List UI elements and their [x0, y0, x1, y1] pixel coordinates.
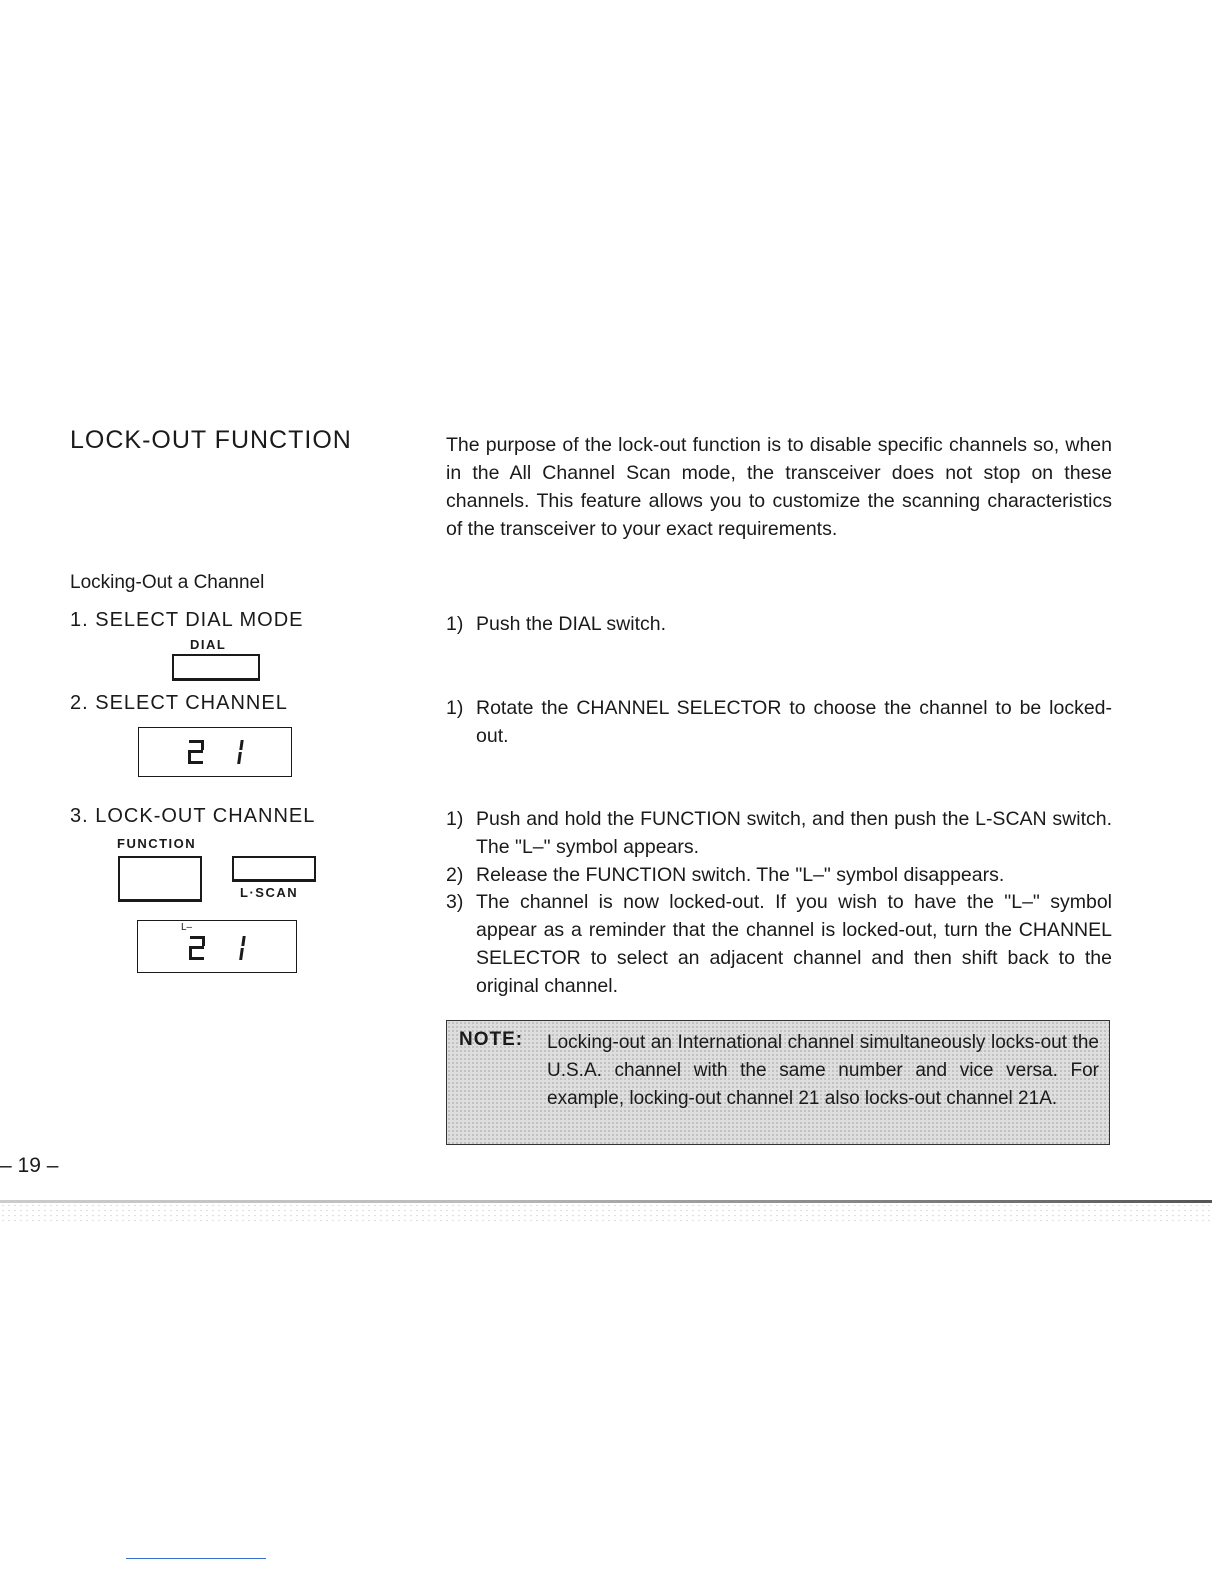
- lscan-button: [232, 856, 316, 882]
- instruction-number: 3): [446, 891, 464, 913]
- function-button: [118, 856, 202, 902]
- function-button-label: FUNCTION: [117, 836, 197, 851]
- page-title: LOCK-OUT FUNCTION: [70, 426, 352, 454]
- instruction-text: Release the FUNCTION switch. The "L–" symbol disappears.: [476, 864, 1005, 886]
- intro-paragraph: The purpose of the lock-out function is to disable specific channels so, when in the All Channel Scan mode, the transceiver does not stop on these channels. This feature allows you to customize the scanning characteristics of the transceiver to your exact requirements.: [446, 434, 1112, 540]
- step-2-instructions: [446, 694, 1112, 750]
- instruction-number: 1): [446, 808, 464, 830]
- section-heading: Locking-Out a Channel: [70, 572, 265, 593]
- note-text: Locking-out an International channel simultaneously locks-out the U.S.A. channel with the same number and vice versa. For example, locking-out channel 21 also locks-out channel 21A.: [547, 1032, 1099, 1109]
- dial-button-label: DIAL: [190, 637, 227, 652]
- note-label: NOTE:: [459, 1029, 524, 1050]
- step-3-instruction-1: [446, 805, 1112, 861]
- step-1-label: 1. SELECT DIAL MODE: [70, 609, 304, 631]
- page-number: – 19 –: [0, 1154, 59, 1177]
- dial-button: [172, 654, 260, 681]
- channel-display: [138, 727, 292, 777]
- lockout-indicator: L–: [181, 922, 193, 933]
- lscan-button-label: L·SCAN: [240, 885, 299, 900]
- step-3-instruction-3: [446, 888, 1112, 1000]
- instruction-text: Push and hold the FUNCTION switch, and then push the L-SCAN switch. The "L–" symbol appears.: [476, 808, 1112, 858]
- instruction-text: Rotate the CHANNEL SELECTOR to choose the channel to be locked-out.: [476, 697, 1112, 747]
- step-3-instruction-2: [446, 861, 1112, 889]
- instruction-text: The channel is now locked-out. If you wish to have the "L–" symbol appear as a reminder that the channel is locked-out, turn the CHANNEL SELECTOR to select an adjacent channel and then shift back to the original channel.: [476, 891, 1112, 997]
- instruction-number: 1): [446, 697, 464, 719]
- instruction-number: 2): [446, 864, 464, 886]
- step-1-instructions: [446, 610, 1112, 638]
- step-3-label: 3. LOCK-OUT CHANNEL: [70, 805, 316, 827]
- footer-scan-noise: [0, 1203, 1212, 1225]
- instruction-number: 1): [446, 613, 464, 635]
- lockout-channel-display: [137, 920, 297, 973]
- instruction-text: Push the DIAL switch.: [476, 613, 667, 635]
- note-box: [446, 1020, 1110, 1145]
- bottom-rule: [126, 1558, 266, 1559]
- step-2-label: 2. SELECT CHANNEL: [70, 692, 288, 714]
